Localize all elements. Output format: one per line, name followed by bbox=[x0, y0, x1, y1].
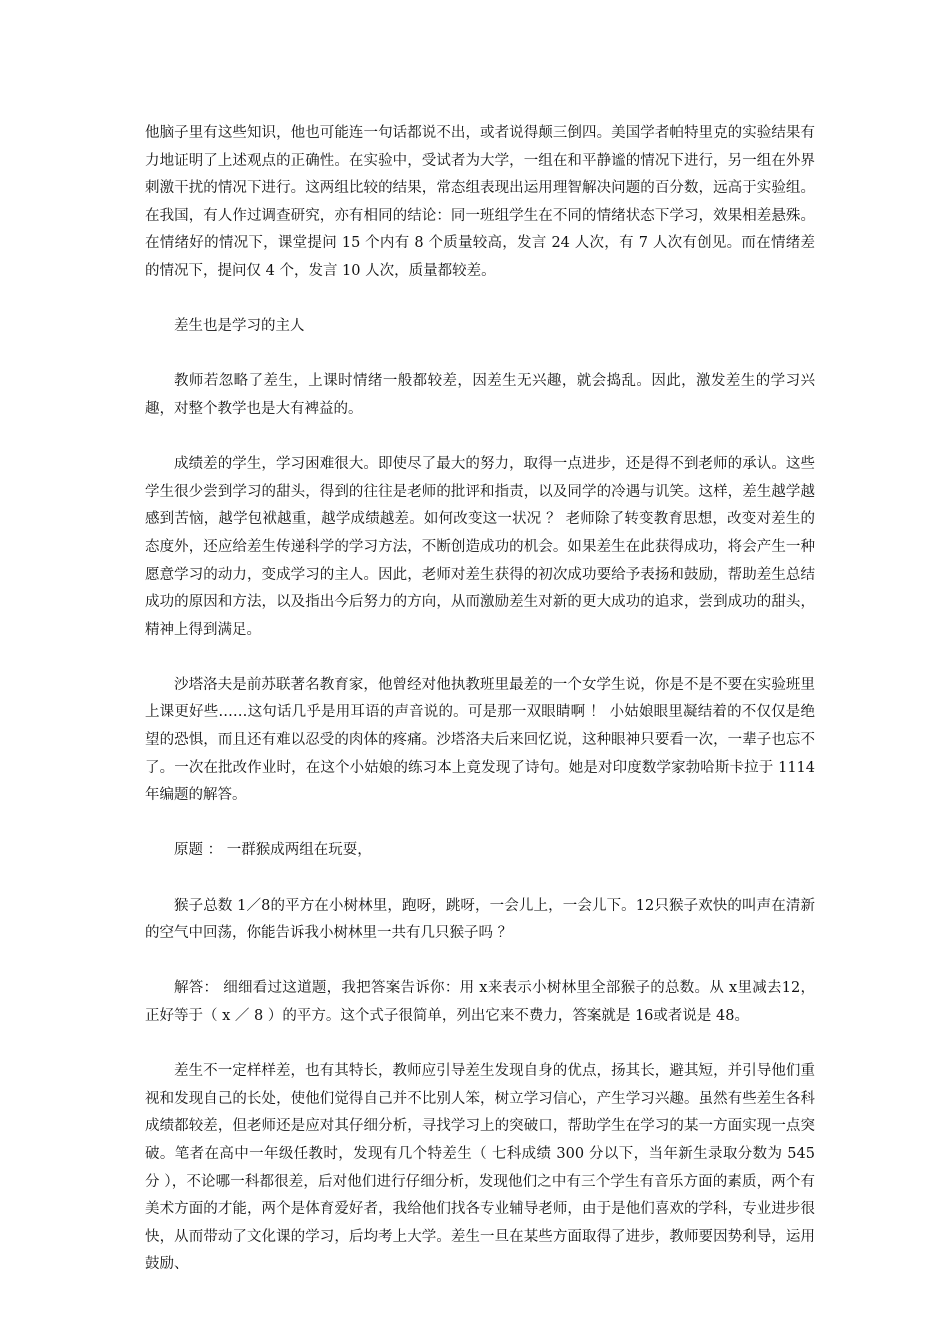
paragraph-4: 沙塔洛夫是前苏联著名教育家，他曾经对他执教班里最差的一个女学生说，你是不是不要在实验班里上课更好些……这句话几乎是用耳语的声音说的。可是那一双眼睛啊 ！ 小姑娘眼里凝结着的不仅仅是绝望的恐惧，而且还有难以忍受的肉体的疼痛。沙塔洛夫后来回忆说，这种眼神只要看一次，一辈子也忘不了。一次在批改作业时，在这个小姑娘的练习本上竟发现了诗句。她是对印度数学家勃哈斯卡拉于 1114 年编题的解答。 bbox=[145, 676, 815, 804]
problem-title: 原题 ： 一群猴成两组在玩耍， bbox=[174, 842, 372, 859]
problem-answer: 解答： 细细看过这道题，我把答案告诉你：用 x来表示小树林里全部猴子的总数。从 x里减去12，正好等于（ x ／ 8 ）的平方。这个式子很简单，列出它来不费力，答案就是 16或者说是 48。 bbox=[145, 980, 815, 1024]
paragraph-2: 教师若忽略了差生，上课时情绪一般都较差，因差生无兴趣，就会捣乱。因此，激发差生的学习兴趣，对整个教学也是大有裨益的。 bbox=[145, 373, 815, 417]
problem-text: 猴子总数 1／8的平方在小树林里，跑呀，跳呀，一会儿上，一会儿下。12只猴子欢快的叫声在清新的空气中回荡，你能告诉我小树林里一共有几只猴子吗 ？ bbox=[145, 897, 815, 942]
section-heading: 差生也是学习的主人 bbox=[174, 318, 305, 335]
document-page bbox=[145, 120, 815, 1307]
paragraph-1: 他脑子里有这些知识，他也可能连一句话都说不出，或者说得颠三倒四。美国学者帕特里克的实验结果有力地证明了上述观点的正确性。在实验中，受试者为大学，一组在和平静谧的情况下进行，另一组在外界刺激干扰的情况下进行。这两组比较的结果，常态组表现出运用理智解决问题的百分数，远高于实验组。在我国，有人作过调查研究，亦有相同的结论：同一班组学生在不同的情绪状态下学习，效果相差悬殊。在情绪好的情况下，课堂提问 15 个内有 8 个质量较高，发言 24 人次，有 7 人次有创见。而在情绪差的情况下，提问仅 4 个，发言 10 人次，质量都较差。 bbox=[145, 125, 815, 279]
paragraph-5: 差生不一定样样差，也有其特长，教师应引导差生发现自身的优点，扬其长，避其短，并引导他们重视和发现自己的长处，使他们觉得自己并不比别人笨，树立学习信心，产生学习兴趣。虽然有些差生各科成绩都较差，但老师还是应对其仔细分析，寻找学习上的突破口，帮助学生在学习的某一方面实现一点突破。笔者在高中一年级任教时，发现有几个特差生（ 七科成绩 300 分以下，当年新生录取分数为 545 分 ），不论哪一科都很差，后对他们进行仔细分析，发现他们之中有三个学生有音乐方面的素质，两个有美术方面的才能，两个是体育爱好者，我给他们找各专业辅导老师，由于是他们喜欢的学科，专业进步很快，从而带动了文化课的学习，后均考上大学。差生一旦在某些方面取得了进步，教师要因势利导，运用鼓励、 bbox=[145, 1063, 815, 1273]
paragraph-3: 成绩差的学生，学习困难很大。即使尽了最大的努力，取得一点进步，还是得不到老师的承认。这些学生很少尝到学习的甜头，得到的往往是老师的批评和指责，以及同学的冷遇与讥笑。这样，差生越学越感到苦恼，越学包袱越重，越学成绩越差。如何改变这一状况 ？ 老师除了转变教育思想，改变对差生的态度外，还应给差生传递科学的学习方法，不断创造成功的机会。如果差生在此获得成功，将会产生一种愿意学习的动力，变成学习的主人。因此，老师对差生获得的初次成功要给予表扬和鼓励，帮助差生总结成功的原因和方法，以及指出今后努力的方向，从而激励差生对新的更大成功的追求，尝到成功的甜头，精神上得到满足。 bbox=[145, 456, 815, 638]
